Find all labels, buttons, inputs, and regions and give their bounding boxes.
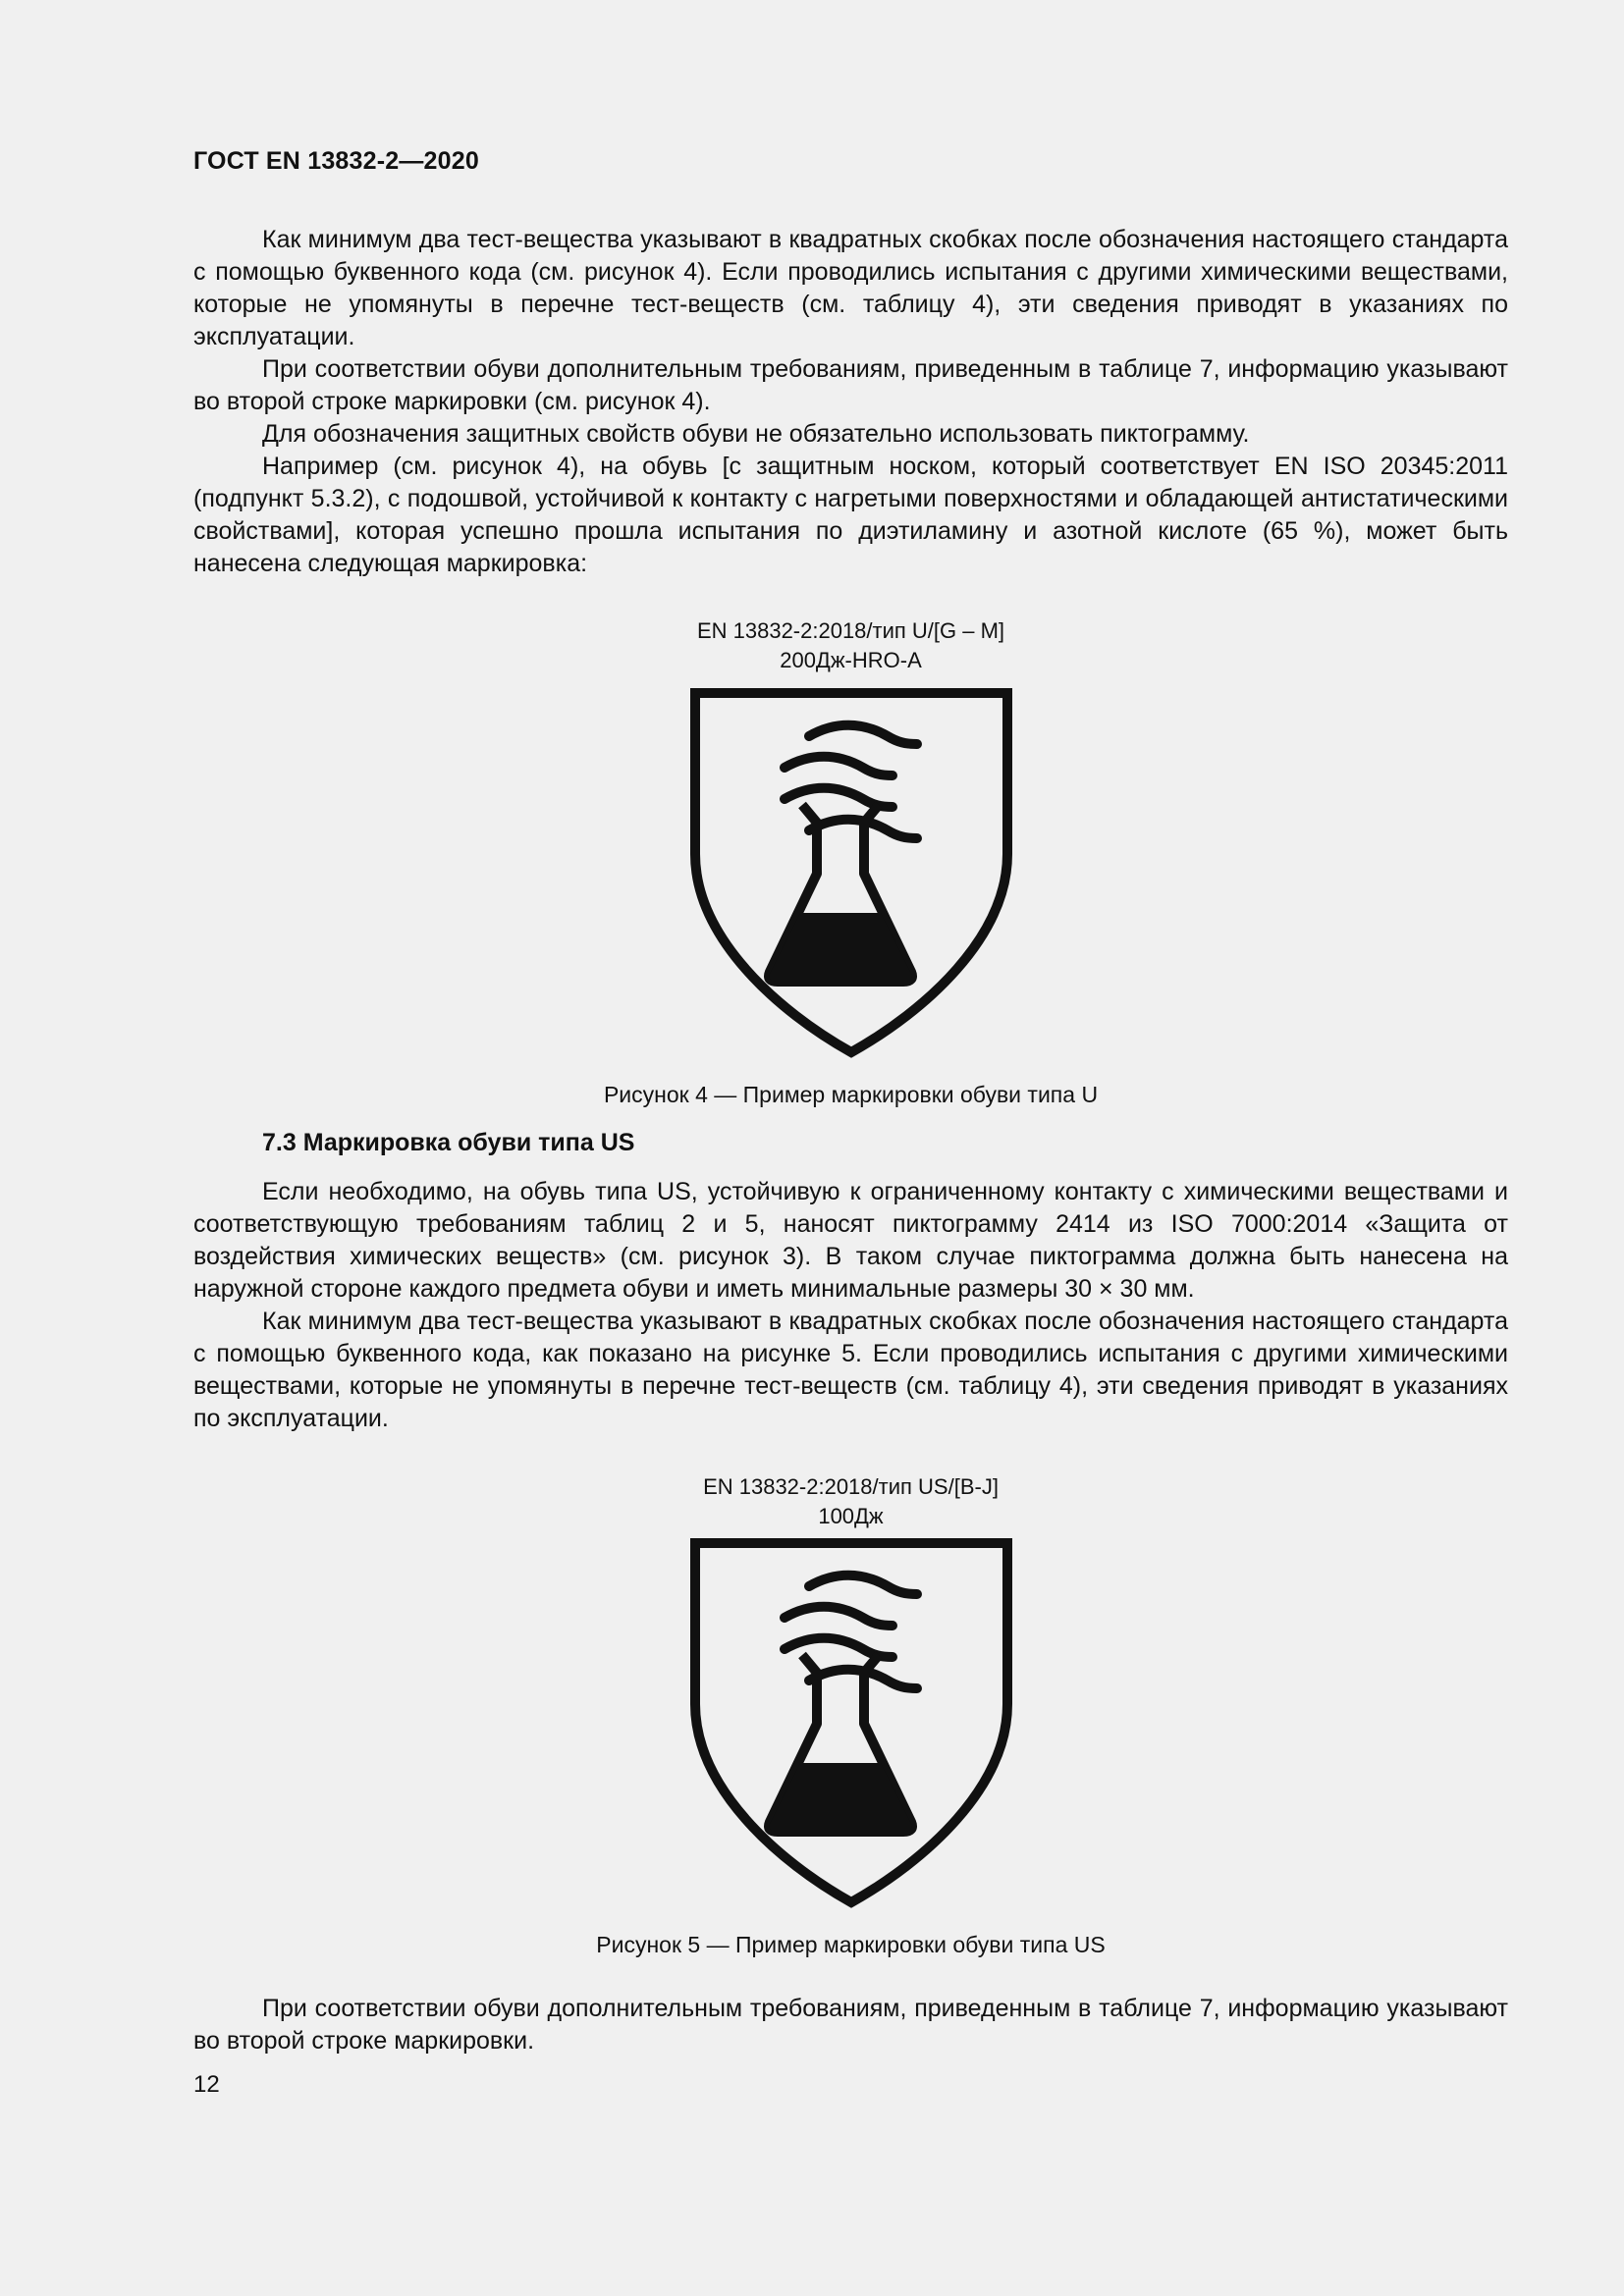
paragraph-2: При соответствии обуви дополнительным требованиям, приведенным в таблице 7, информацию указывают во второй строке маркировки (см. рисунок 4).	[193, 355, 1508, 415]
figure5-marking	[193, 1472, 1508, 1531]
paragraph-3: Для обозначения защитных свойств обуви не обязательно использовать пиктограмму.	[262, 420, 1250, 448]
page-number: 12	[193, 2071, 220, 2098]
figure4-marking-line1: EN 13832-2:2018/тип U/[G – M]	[696, 618, 1005, 643]
figure5-marking-line1: EN 13832-2:2018/тип US/[B-J]	[703, 1474, 999, 1499]
paragraph-4: Например (см. рисунок 4), на обувь [с защитным носком, который соответствует EN ISO 20345:2011 (подпункт 5.3.2), с подошвой, устойчивой к контакту с нагретыми поверхностями и обладающей антистатическими свойствами], которая успешно прошла испытания по диэтиламину и азотной кислоте (65 %), может быть нанесена следующая маркировка:	[193, 453, 1508, 577]
figure4-marking-line2: 200Дж-HRO-A	[780, 648, 922, 672]
figure5-marking-line2: 100Дж	[818, 1504, 884, 1528]
chemical-protection-shield-icon	[689, 687, 1013, 1060]
paragraph-5: Если необходимо, на обувь типа US, устойчивую к ограниченному контакту с химическими веществами и соответствующую требованиям таблиц 2 и 5, наносят пиктограмму 2414 из ISO 7000:2014 «Защита от воздействия химических веществ» (см. рисунок 3). В таком случае пиктограмма должна быть нанесена на наружной стороне каждого предмета обуви и иметь минимальные размеры 30 × 30 мм.	[193, 1178, 1508, 1303]
chemical-protection-shield-icon	[689, 1537, 1013, 1910]
document-page	[193, 0, 1508, 2296]
figure4-caption: Рисунок 4 — Пример маркировки обуви типа U	[603, 1082, 1099, 1107]
figure5-caption: Рисунок 5 — Пример маркировки обуви типа US	[596, 1932, 1106, 1957]
document-header: ГОСТ EN 13832-2—2020	[193, 147, 479, 175]
figure4-marking	[193, 616, 1508, 675]
paragraph-7: При соответствии обуви дополнительным требованиям, приведенным в таблице 7, информацию указывают во второй строке маркировки.	[193, 1995, 1508, 2055]
paragraph-1: Как минимум два тест-вещества указывают в квадратных скобках после обозначения настоящего стандарта с помощью буквенного кода (см. рисунок 4). Если проводились испытания с другими химическими веществами, которые не упомянуты в перечне тест-веществ (см. таблицу 4), эти сведения приводят в указаниях по эксплуатации.	[193, 226, 1508, 350]
paragraph-6: Как минимум два тест-вещества указывают в квадратных скобках после обозначения настоящего стандарта с помощью буквенного кода, как показано на рисунке 5. Если проводились испытания с другими химическими веществами, которые не упомянуты в перечне тест-веществ (см. таблицу 4), эти сведения приводят в указаниях по эксплуатации.	[193, 1308, 1508, 1432]
section-title: 7.3 Маркировка обуви типа US	[262, 1129, 635, 1156]
